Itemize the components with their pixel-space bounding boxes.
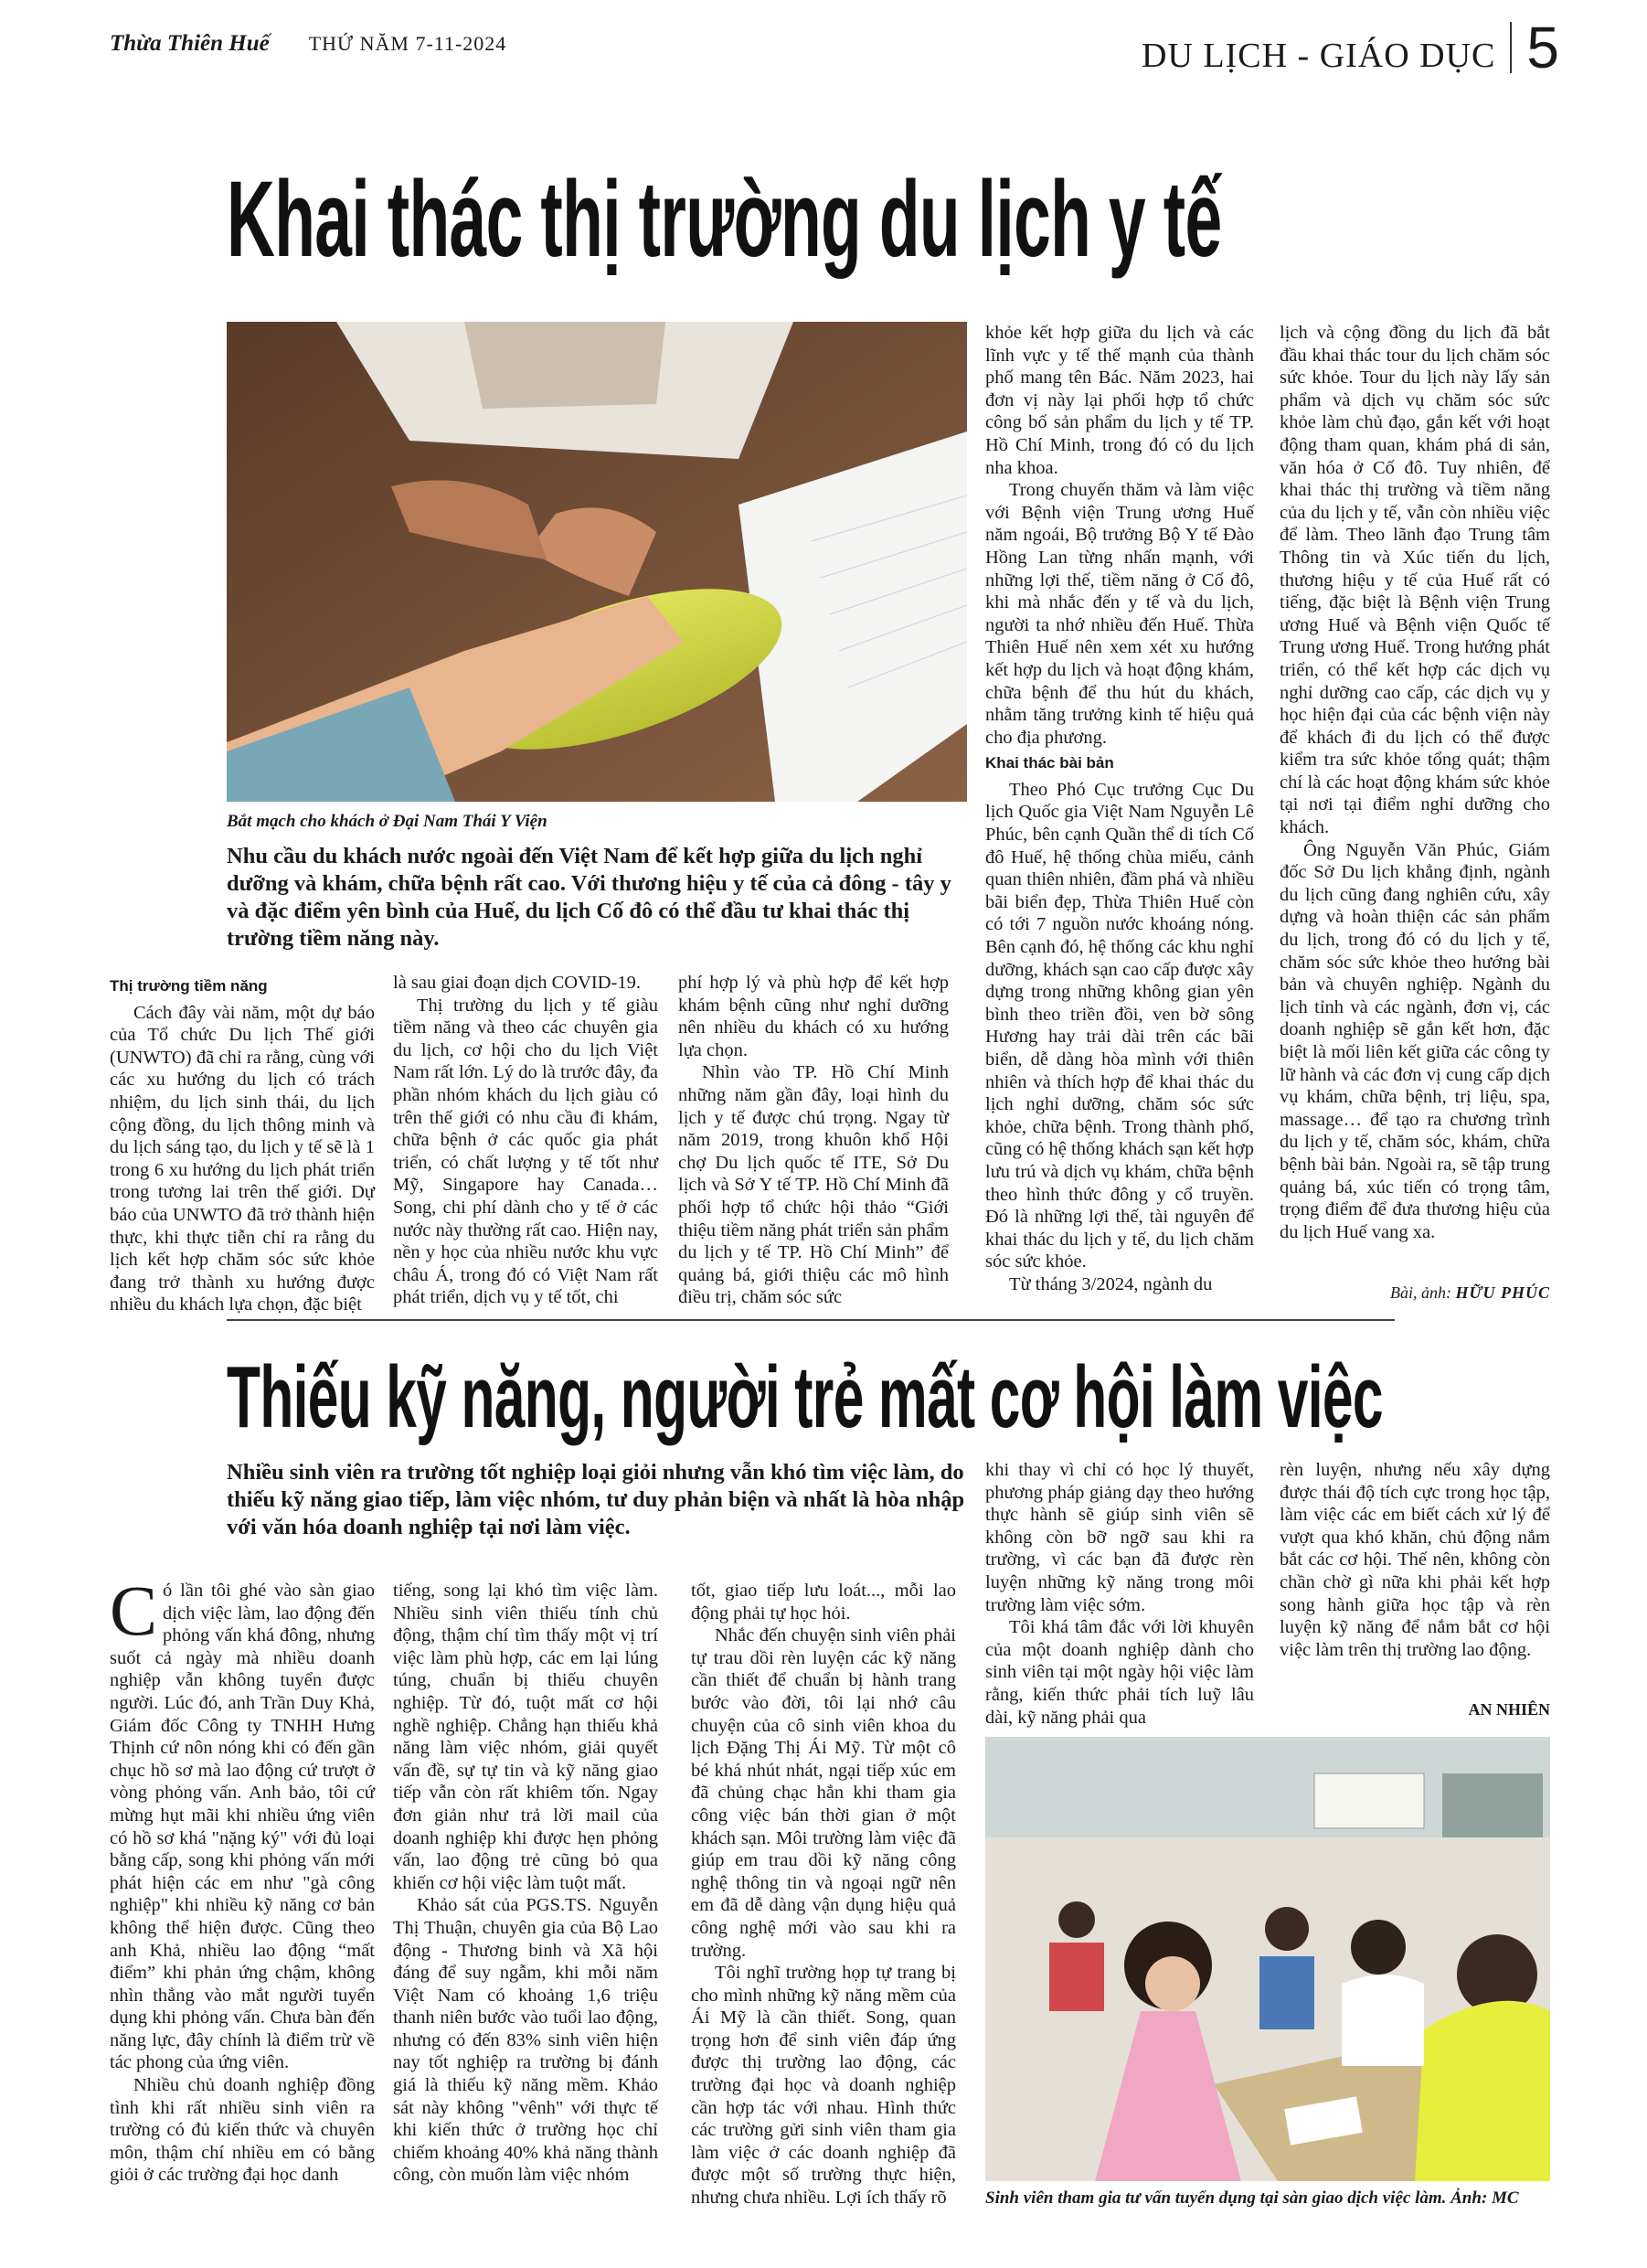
page-header-right bbox=[1142, 15, 1559, 80]
byline-prefix: Bài, ảnh: bbox=[1390, 1283, 1452, 1302]
article1-title: Khai thác thị trường du lịch y tế bbox=[227, 159, 1222, 280]
page-header-left bbox=[110, 31, 506, 57]
article1-subhead-1: Thị trường tiềm năng bbox=[110, 977, 268, 995]
article1-column-5 bbox=[1280, 322, 1550, 1243]
paragraph: Nhiều chủ doanh nghiệp đồng tình khi rất nhiều sinh viên ra trường có đủ kiến thức và chuyên môn, thậm chí nhiều em có bằng giỏi ở các trường đại học danh bbox=[110, 2075, 375, 2186]
paragraph: tốt, giao tiếp lưu loát..., mỗi lao động phải tự học hỏi. bbox=[691, 1581, 956, 1624]
article2-photo-caption: Sinh viên tham gia tư vấn tuyển dụng tại sàn giao dịch việc làm. Ảnh: MC bbox=[985, 2188, 1519, 2208]
job-fair-photo bbox=[985, 1737, 1550, 2181]
article1-photo-caption: Bắt mạch cho khách ở Đại Nam Thái Y Viện bbox=[227, 812, 547, 831]
article1-photo bbox=[227, 322, 967, 802]
article1-lead: Nhu cầu du khách nước ngoài đến Việt Nam để kết hợp giữa du lịch nghỉ dưỡng và khám, chữa bệnh rất cao. Với thương hiệu y tế của cả đông - tây y và đặc điểm yên bình của Huế, du lịch Cố đô có thể đầu tư khai thác thị trường tiềm năng này. bbox=[227, 844, 951, 951]
paragraph: Tôi nghĩ trường họp tự trang bị cho mình những kỹ năng mềm của Ái Mỹ là cần thiết. Song, quan trọng hơn để sinh viên đáp ứng được thị trường lao động, các trường đại học và doanh nghiệp cần hợp tác với nhau. Hình thức các trường gửi sinh viên tham gia làm việc ở các doanh nghiệp đã được một số trường thực hiện, nhưng chưa nhiều. Lợi ích thấy rõ bbox=[691, 1963, 956, 2209]
article1-column-4 bbox=[985, 322, 1254, 1296]
article2-byline: AN NHIÊN bbox=[1468, 1700, 1550, 1719]
dropcap: C bbox=[110, 1571, 158, 1650]
byline-name: HỮU PHÚC bbox=[1455, 1283, 1550, 1302]
paragraph: Ông Nguyễn Văn Phúc, Giám đốc Sở Du lịch khẳng định, ngành du lịch cũng đang nghiên cứu, xây dựng và hoàn thiện các sản phẩm du lịch, trong đó có du lịch y tế, chăm sóc sức khỏe theo hướng bài bản và chuyên nghiệp. Ngành du lịch tỉnh và các ngành, đơn vị, các doanh nghiệp sẽ gắn kết hơn, đặc biệt là mối liên kết giữa các công ty lữ hành và các đơn vị cung cấp dịch vụ khám, chữa bệnh, trị liệu, spa, massage… để tạo ra chương trình du lịch y tế, chăm sóc, khám, chữa bệnh bài bản. Ngoài ra, sẽ tập trung quảng bá, xúc tiến có trọng tâm, trọng điểm để đưa thương hiệu của du lịch Huế vang xa. bbox=[1280, 839, 1550, 1242]
article2-column-5 bbox=[1280, 1459, 1550, 1661]
paragraph: Nhìn vào TP. Hồ Chí Minh những năm gần đây, loại hình du lịch y tế được chú trọng. Ngay từ năm 2019, trong khuôn khổ Hội chợ Du lịch quốc tế ITE, Sở Du lịch và Sở Y tế TP. Hồ Chí Minh đã phối hợp tổ chức hội thảo “Giới thiệu tiềm năng phát triển sản phẩm du lịch y tế TP. Hồ Chí Minh” để quảng bá, giới thiệu các mô hình điều trị, chăm sóc sức bbox=[678, 1062, 949, 1308]
article2-photo bbox=[985, 1737, 1550, 2181]
paragraph: Trong chuyến thăm và làm việc với Bệnh viện Trung ương Huế năm ngoái, Bộ trưởng Bộ Y tế Đào Hồng Lan từng nhấn mạnh, với những lợi thế, tiềm năng ở Cố đô, khi mà nhắc đến y tế và du lịch, người ta nhớ nhiều đến Huế. Thừa Thiên Huế nên xem xét xu hướng kết hợp du lịch và hoạt động khám, chữa bệnh để thu hút du khách, nhằm tăng trưởng kinh tế hiệu quả cho địa phương. bbox=[985, 480, 1254, 748]
article2-lead: Nhiều sinh viên ra trường tốt nghiệp loại giỏi nhưng vẫn khó tìm việc làm, do thiếu kỹ năng giao tiếp, làm việc nhóm, tư duy phản biện và nhất là hòa nhập với văn hóa doanh nghiệp tại nơi làm việc. bbox=[227, 1460, 965, 1539]
article1-column-2 bbox=[393, 972, 658, 1309]
paragraph: tiếng, song lại khó tìm việc làm. Nhiều sinh viên thiếu tính chủ động, thậm chí tìm thấy một vị trí việc làm phù hợp, các em lại lúng túng, chuẩn bị thiếu chuyên nghiệp. Từ đó, tuột mất cơ hội nghề nghiệp. Chẳng hạn thiếu khả năng làm việc nhóm, giải quyết vấn đề, sự tự tin và kỹ năng giao tiếp vẫn còn rất khiêm tốn. Ngay đơn giản như trả lời mail của doanh nghiệp khi được hẹn phỏng vấn, lao động trẻ cũng bỏ qua khiến cơ hội việc làm tuột mất. bbox=[393, 1581, 658, 1893]
article1-column-1 bbox=[110, 972, 375, 1316]
paragraph: Từ tháng 3/2024, ngành du bbox=[1009, 1273, 1213, 1294]
paragraph: Theo Phó Cục trưởng Cục Du lịch Quốc gia Việt Nam Nguyễn Lê Phúc, bên cạnh Quần thể di tích Cố đô Huế, hệ thống chùa miếu, cảnh quan thiên nhiên, đầm phá và nhiều bãi biển đẹp, Thừa Thiên Huế còn có tới 7 nguồn nước khoáng nóng. Bên cạnh đó, hệ thống các khu nghỉ dưỡng, khách sạn cao cấp được xây dựng trong những không gian yên bình theo triền đồi, ven bờ sông Hương hay trải dài trên các bãi biển, dễ dàng hòa mình với thiên nhiên và thích hợp để khai thác du lịch nghỉ dưỡng, chăm sóc sức khỏe, chữa bệnh. Trong thành phố, cũng có hệ thống khách sạn kết hợp lưu trú và dịch vụ khám, chữa bệnh theo hình thức đông y cổ truyền. Đó là những lợi thế, tài nguyên để khai thác du lịch y tế, du lịch chăm sóc sức khỏe. bbox=[985, 779, 1254, 1272]
article1-byline bbox=[1280, 1283, 1550, 1303]
article1-subhead-2: Khai thác bài bản bbox=[985, 754, 1114, 772]
article-divider bbox=[227, 1319, 1395, 1321]
article2-column-3 bbox=[691, 1580, 956, 2209]
article2-title: Thiếu kỹ năng, người trẻ mất cơ hội làm việc bbox=[227, 1348, 1383, 1446]
paragraph: Nhắc đến chuyện sinh viên phải tự trau dồi rèn luyện các kỹ năng cần thiết để chuẩn bị hành trang bước vào đời, tôi lại nhớ câu chuyện của cô sinh viên khoa du lịch Đặng Thị Ái Mỹ. Từ một cô bé khá nhút nhát, ngại tiếp xúc em đã chủng chạc hẳn khi tham gia công việc bán thời gian ở một khách sạn. Môi trường làm việc đã giúp em trau dồi kỹ năng công nghệ thông tin và ngoại ngữ nên em đã dễ dàng vận dụng hiệu quả công nghệ mới vào sau khi ra trường. bbox=[691, 1625, 956, 1961]
page-number: 5 bbox=[1526, 15, 1559, 80]
newspaper-name: Thừa Thiên Huế bbox=[110, 31, 270, 56]
paragraph: khỏe kết hợp giữa du lịch và các lĩnh vực y tế thế mạnh của thành phố mang tên Bác. Năm 2023, hai đơn vị này lại phối hợp tổ chức công bố sản phẩm du lịch y tế TP. Hồ Chí Minh, trong đó có du lịch nha khoa. bbox=[985, 323, 1254, 478]
paragraph: Khảo sát của PGS.TS. Nguyễn Thị Thuận, chuyên gia của Bộ Lao động - Thương binh và Xã hội đáng để suy ngẫm, khi mỗi năm Việt Nam có khoảng 1,6 triệu thanh niên bước vào tuổi lao động, nhưng có đến 83% sinh viên hiện nay tốt nghiệp ra trường bị đánh giá là thiếu kỹ năng mềm. Khảo sát này không "vênh" với thực tế khi kiến thức ở trường học chỉ chiếm khoảng 40% khả năng thành công, còn muốn làm việc nhóm bbox=[393, 1895, 658, 2186]
paragraph: rèn luyện, nhưng nếu xây dựng được thái độ tích cực trong học tập, làm việc các em biết cách xử lý để vượt qua khó khăn, chủ động nắm bắt các cơ hội. Thế nên, không còn chần chờ gì nữa khi phải kết hợp song hành giữa học tập và rèn luyện kỹ năng để nắm bắt cơ hội việc làm trên thị trường lao động. bbox=[1280, 1460, 1550, 1660]
paragraph bbox=[110, 1571, 375, 2074]
paragraph: Cách đây vài năm, một dự báo của Tổ chức Du lịch Thế giới (UNWTO) đã chỉ ra rằng, cùng với các xu hướng du lịch có trách nhiệm, du lịch sinh thái, du lịch cộng đồng, du lịch thông minh và du lịch sáng tạo, du lịch y tế sẽ là 1 trong 6 xu hướng du lịch phát triển trong tương lai trên thế giới. Dự báo của UNWTO đã trở thành hiện thực, khi thực tiễn chỉ ra rằng du lịch kết hợp chăm sóc sức khỏe đang trở thành xu hướng được nhiều du khách lựa chọn, đặc biệt bbox=[110, 1002, 375, 1315]
article1-column-3 bbox=[678, 972, 949, 1309]
paragraph-text: ó lần tôi ghé vào sàn giao dịch việc làm, lao động đến phỏng vấn khá đông, nhưng suốt cả ngày mà nhiều doanh nghiệp vẫn không tuyển được người. Lúc đó, anh Trần Duy Khả, Giám đốc Công ty TNHH Hưng Thịnh cứ nôn nóng khi có đến gần chục hồ sơ mà lao động cứ trượt ở vòng phỏng vấn. Anh bảo, tôi cứ mừng hụt mãi khi nhiều ứng viên có hồ sơ khá "nặng ký" với đủ loại bằng cấp, song khi phỏng vấn mới phát hiện các em như "gà công nghiệp" khi nhiều kỹ năng cơ bản không thể hiện được. Cũng theo anh Khả, nhiều lao động “mất điểm” khi phản ứng chậm, không nhìn thẳng vào mắt người tuyển dụng khi phỏng vấn. Chưa bàn đến năng lực, đây chính là điểm trừ về tác phong của ứng viên. bbox=[110, 1581, 375, 2073]
article2-column-1 bbox=[110, 1571, 375, 2187]
paragraph: khi thay vì chỉ có học lý thuyết, phương pháp giảng dạy theo hướng thực hành sẽ giúp sinh viên sẽ không còn bỡ ngỡ sau khi ra trường, vì các bạn đã được rèn luyện những kỹ năng trong môi trường làm việc sớm. bbox=[985, 1460, 1254, 1615]
article2-column-2 bbox=[393, 1580, 658, 2187]
paragraph: lịch và cộng đồng du lịch đã bắt đầu khai thác tour du lịch chăm sóc sức khỏe. Tour du lịch này lấy sản phẩm và dịch vụ chăm sóc sức khỏe làm chủ đạo, gắn kết với hoạt động tham quan, khám phá di sản, văn hóa ở Cố đô. Tuy nhiên, để khai thác thị trường và tiềm năng của du lịch y tế, vẫn còn nhiều việc để làm. Theo lãnh đạo Trung tâm Thông tin và Xúc tiến du lịch, thương hiệu y tế của Huế rất có tiếng, đặc biệt là Bệnh viện Trung ương Huế và Bệnh viện Quốc tế Trung ương Huế. Trong hướng phát triển, có thể kết hợp các dịch vụ nghỉ dưỡng cao cấp, các dịch vụ y học hiện đại của các bệnh viện này để khách đi du lịch có thể được kiểm tra sức khỏe tổng quát; thậm chí là các hoạt động khám sức khỏe tại nơi tại điểm nghỉ dưỡng cho khách. bbox=[1280, 323, 1550, 838]
article2-column-4 bbox=[985, 1459, 1254, 1729]
paragraph: Tôi khá tâm đắc với lời khuyên của một doanh nghiệp dành cho sinh viên tại một ngày hội việc làm rằng, kiến thức phải tích luỹ lâu dài, kỹ năng phải qua bbox=[985, 1617, 1254, 1728]
pulse-taking-photo bbox=[227, 322, 967, 802]
paragraph: phí hợp lý và phù hợp để kết hợp khám bệnh cũng như nghỉ dưỡng nên nhiều du khách có xu hướng lựa chọn. bbox=[678, 973, 949, 1060]
issue-date: THỨ NĂM 7-11-2024 bbox=[308, 32, 507, 55]
paragraph: Thị trường du lịch y tế giàu tiềm năng và theo các chuyên gia du lịch, cơ hội cho du lịch Việt Nam rất lớn. Lý do là trước đây, đa phần nhóm khách du lịch giàu có trên thế giới có nhu cầu đi khám, chữa bệnh ở các quốc gia phát triển, có chất lượng y tế tốt như Mỹ, Singapore hay Canada… Song, chi phí dành cho y tế ở các nước này thường rất cao. Hiện nay, nền y học của nhiều nước khu vực châu Á, trong đó có Việt Nam rất phát triển, dịch vụ y tế tốt, chi bbox=[393, 995, 658, 1308]
section-name: DU LỊCH - GIÁO DỤC bbox=[1142, 22, 1512, 73]
paragraph: là sau giai đoạn dịch COVID-19. bbox=[393, 973, 641, 993]
